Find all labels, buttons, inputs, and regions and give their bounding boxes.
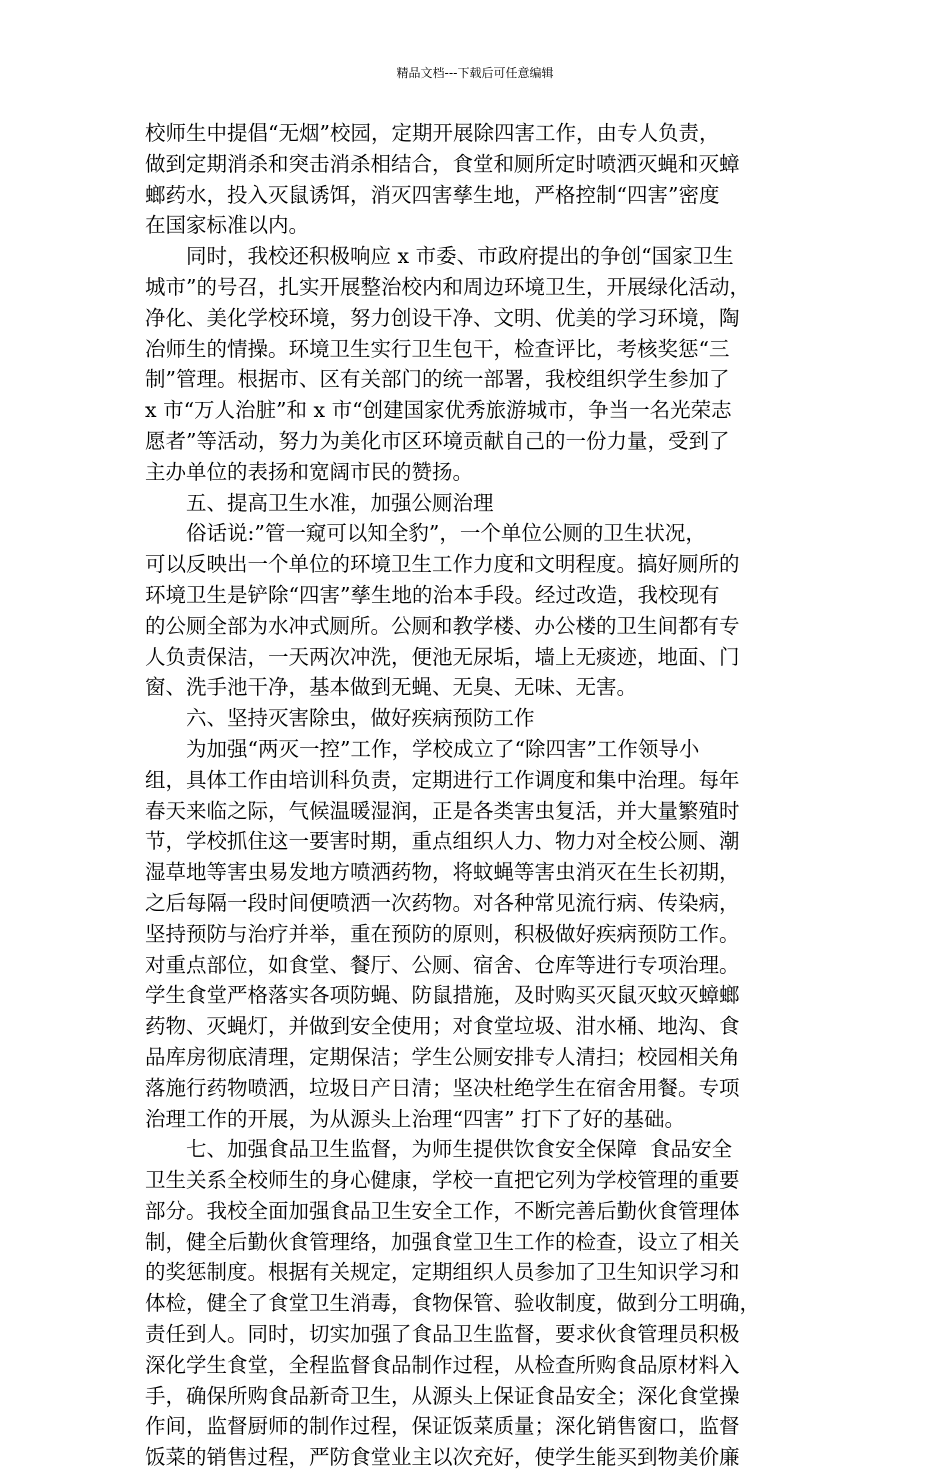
- text-line: 为加强“两灭一控”工作，学校成立了“除四害”工作领导小: [145, 736, 700, 761]
- text-line: 节，学校抓住这一要害时期，重点组织人力、物力对全校公厕、潮: [145, 829, 740, 854]
- text-line: x 市“万人治脏”和 x 市“创建国家优秀旅游城市，争当一名光荣志: [145, 398, 732, 423]
- text-line: 治理工作的开展，为从源头上治理“四害” 打下了好的基础。: [145, 1106, 685, 1131]
- text-line: 责任到人。同时，切实加强了食品卫生监督，要求伙食管理员积极: [145, 1322, 740, 1347]
- text-line: 之后每隔一段时间便喷洒一次药物。对各种常见流行病、传染病，: [145, 890, 740, 915]
- text-line: 冶师生的情操。环境卫生实行卫生包干，检查评比，考核奖惩“三: [145, 336, 730, 361]
- text-line: 手，确保所购食品新奇卫生，从源头上保证食品安全；深化食堂操: [145, 1383, 740, 1408]
- text-line: 坚持预防与治疗并举，重在预防的原则，积极做好疾病预防工作。: [145, 921, 740, 946]
- text-line: 湿草地等害虫易发地方喷洒药物，将蚊蝇等害虫消灭在生长初期，: [145, 860, 740, 885]
- text-line: 体检，健全了食堂卫生消毒，食物保管、验收制度，做到分工明确，: [145, 1291, 760, 1316]
- text-line: 五、提高卫生水准，加强公厕治理: [145, 490, 494, 515]
- text-line: 俗话说:”管一窥可以知全豹”，一个单位公厕的卫生状况，: [145, 521, 706, 546]
- text-line: 六、坚持灭害除虫，做好疾病预防工作: [145, 706, 535, 731]
- body-text: [145, 118, 825, 1473]
- text-line: 的奖惩制度。根据有关规定，定期组织人员参加了卫生知识学习和: [145, 1260, 740, 1285]
- text-line: 品库房彻底清理，定期保洁；学生公厕安排专人清扫；校园相关角: [145, 1044, 740, 1069]
- text-line: 七、加强食品卫生监督，为师生提供饮食安全保障 食品安全: [145, 1137, 733, 1162]
- text-line: 净化、美化学校环境，努力创设干净、文明、优美的学习环境，陶: [145, 305, 740, 330]
- text-line: 作间，监督厨师的制作过程，保证饭菜质量；深化销售窗口，监督: [145, 1414, 740, 1439]
- text-line: 部分。我校全面加强食品卫生安全工作，不断完善后勤伙食管理体: [145, 1198, 740, 1223]
- text-line: 做到定期消杀和突击消杀相结合，食堂和厕所定时喷洒灭蝇和灭蟑: [145, 151, 740, 176]
- text-line: 对重点部位，如食堂、餐厅、公厕、宿舍、仓库等进行专项治理。: [145, 952, 740, 977]
- text-line: 春天来临之际，气候温暖湿润，正是各类害虫复活，并大量繁殖时: [145, 798, 740, 823]
- text-line: 学生食堂严格落实各项防蝇、防鼠措施，及时购买灭鼠灭蚊灭蟑螂: [145, 983, 740, 1008]
- text-line: 同时，我校还积极响应 x 市委、市政府提出的争创“国家卫生: [145, 244, 734, 269]
- text-line: 深化学生食堂，全程监督食品制作过程，从检查所购食品原材料入: [145, 1352, 740, 1377]
- text-line: 可以反映出一个单位的环境卫生工作力度和文明程度。搞好厕所的: [145, 552, 740, 577]
- text-line: 饭菜的销售过程，严防食堂业主以次充好，使学生能买到物美价廉: [145, 1445, 740, 1470]
- page-header: 精品文档---下载后可任意编辑: [396, 66, 554, 80]
- text-line: 螂药水，投入灭鼠诱饵，消灭四害孳生地，严格控制“四害”密度: [145, 182, 720, 207]
- text-line: 愿者”等活动，努力为美化市区环境贡献自己的一份力量，受到了: [145, 428, 730, 453]
- text-line: 城市”的号召，扎实开展整治校内和周边环境卫生，开展绿化活动，: [145, 274, 750, 299]
- text-line: 制，健全后勤伙食管理络，加强食堂卫生工作的检查，设立了相关: [145, 1229, 740, 1254]
- text-line: 环境卫生是铲除“四害”孳生地的治本手段。经过改造，我校现有: [145, 582, 720, 607]
- text-line: 人负责保洁，一天两次冲洗，便池无尿垢，墙上无痰迹，地面、门: [145, 644, 740, 669]
- text-line: 卫生关系全校师生的身心健康，学校一直把它列为学校管理的重要: [145, 1168, 740, 1193]
- text-line: 组，具体工作由培训科负责，定期进行工作调度和集中治理。每年: [145, 767, 740, 792]
- text-line: 药物、灭蝇灯，并做到安全使用；对食堂垃圾、泔水桶、地沟、食: [145, 1014, 740, 1039]
- text-line: 的公厕全部为水冲式厕所。公厕和教学楼、办公楼的卫生间都有专: [145, 613, 740, 638]
- text-line: 落施行药物喷洒，垃圾日产日清；坚决杜绝学生在宿舍用餐。专项: [145, 1075, 740, 1100]
- text-line: 校师生中提倡“无烟”校园，定期开展除四害工作，由专人负责，: [145, 121, 720, 145]
- text-line: 窗、洗手池干净，基本做到无蝇、无臭、无味、无害。: [145, 675, 637, 700]
- text-line: 主办单位的表扬和宽阔市民的赞扬。: [145, 459, 473, 484]
- text-line: 制”管理。根据市、区有关部门的统一部署，我校组织学生参加了: [145, 367, 730, 392]
- text-line: 在国家标准以内。: [145, 213, 309, 238]
